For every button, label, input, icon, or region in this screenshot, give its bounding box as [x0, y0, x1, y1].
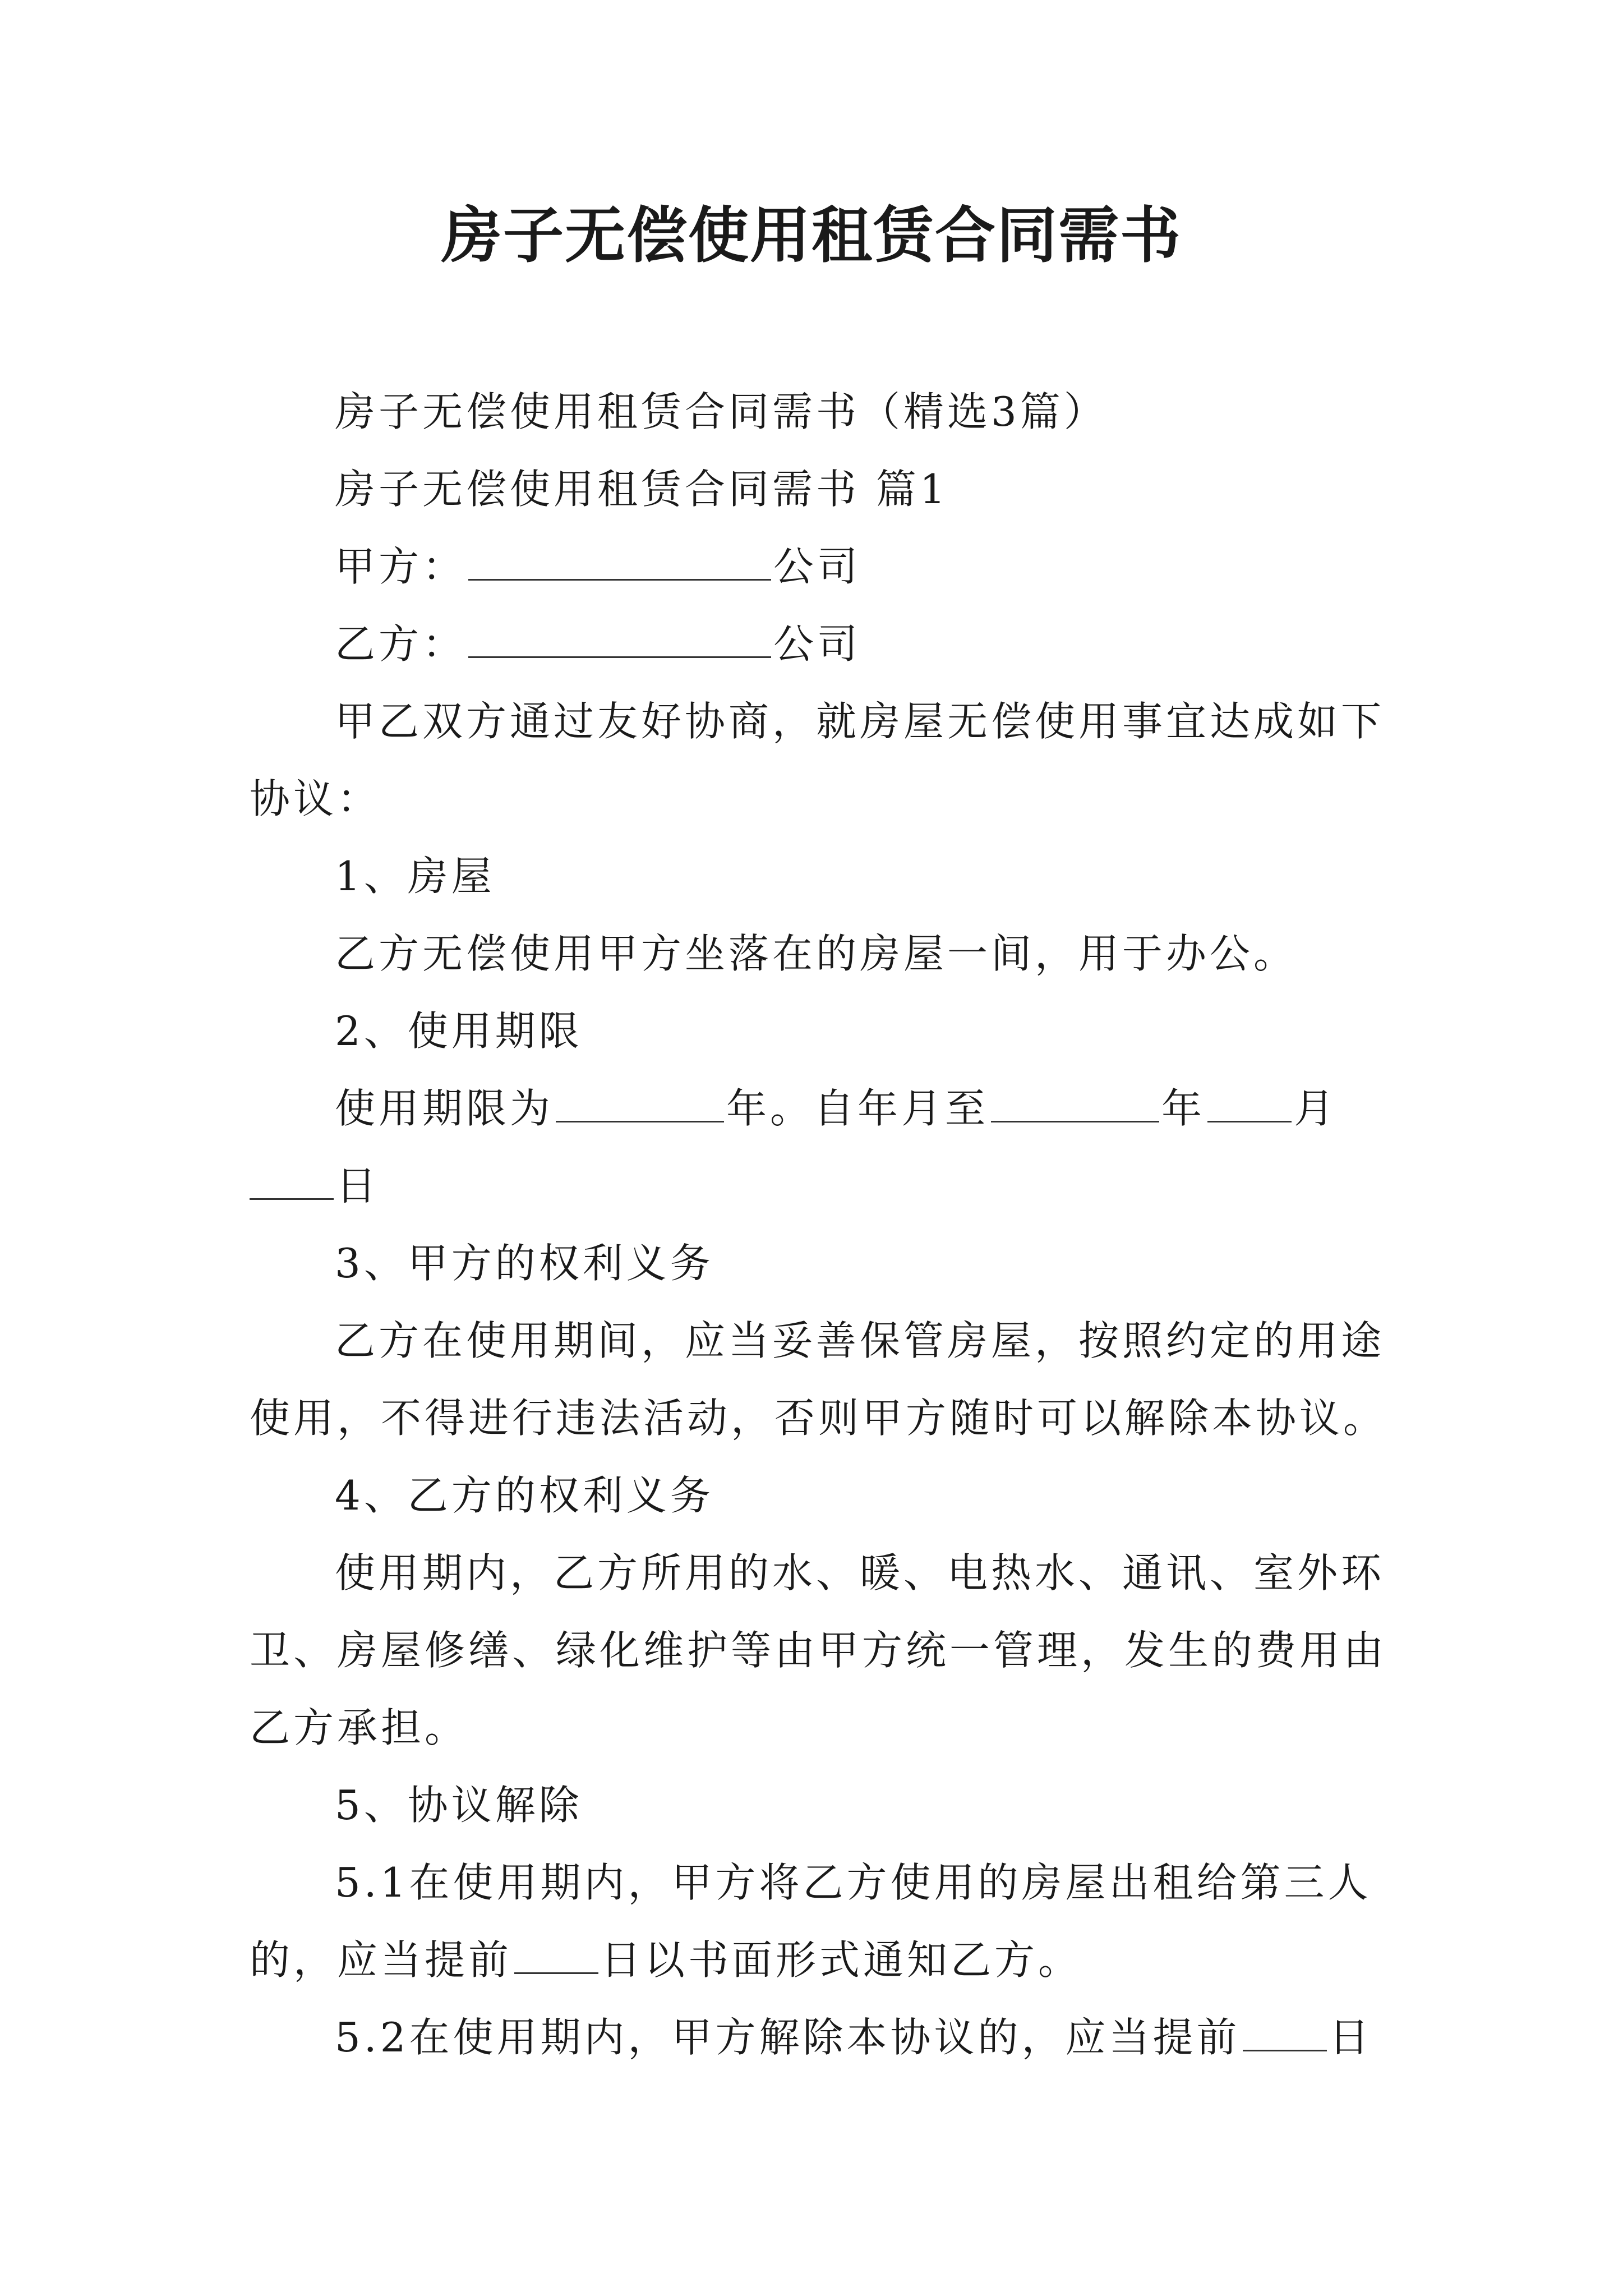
section-3-heading: 3、甲方的权利义务	[335, 1240, 714, 1287]
document-body	[250, 373, 1416, 2076]
party-b-suffix: 公司	[773, 620, 861, 668]
end-day-blank	[250, 1159, 334, 1200]
end-month-blank	[1207, 1082, 1292, 1122]
section-2-text	[250, 1070, 1416, 1147]
year-label: 年	[1161, 1085, 1206, 1132]
section-3-line-1: 乙方在使用期间，应当妥善保管房屋，按照约定的用途	[335, 1317, 1385, 1364]
intro-line-1: 甲乙双方通过友好协商，就房屋无偿使用事宜达成如下	[335, 698, 1385, 745]
section-3-line-2: 使用，不得进行违法活动，否则甲方随时可以解除本协议。	[250, 1395, 1387, 1442]
notice-days-blank	[514, 1933, 598, 1974]
end-year-blank	[991, 1082, 1159, 1122]
section-5-1-line-1: 5.1在使用期内，甲方将乙方使用的房屋出租给第三人	[335, 1859, 1372, 1906]
section-4-heading: 4、乙方的权利义务	[335, 1472, 714, 1519]
section-5-2-line-1	[250, 1999, 1416, 2076]
section-4-line-3: 乙方承担。	[250, 1704, 469, 1751]
day-label: 日	[336, 1162, 380, 1209]
party-b-blank	[468, 617, 771, 658]
term-from: 年。自年月至	[726, 1085, 989, 1132]
subtitle: 房子无偿使用租赁合同需书（精选3篇）	[335, 388, 1108, 435]
section-1-heading: 1、房屋	[335, 853, 495, 900]
notice-prefix: 的，应当提前	[250, 1936, 513, 1984]
party-a-label: 甲方：	[335, 543, 467, 590]
section-2-text-cont	[250, 1147, 1416, 1225]
notice-suffix: 日以书面形式通知乙方。	[601, 1936, 1082, 1984]
termination-suffix: 日	[1329, 2014, 1373, 2061]
term-years-blank	[556, 1082, 724, 1122]
party-a-blank	[468, 540, 771, 581]
section-5-1-line-2	[250, 1921, 1416, 1999]
party-a-suffix: 公司	[773, 543, 861, 590]
termination-prefix: 5.2在使用期内，甲方解除本协议的，应当提前	[335, 2014, 1241, 2061]
section-4-line-1: 使用期内，乙方所用的水、暖、电热水、通讯、室外环	[335, 1549, 1385, 1596]
intro-line-2: 协议：	[250, 775, 381, 822]
party-b-label: 乙方：	[335, 620, 467, 668]
month-label: 月	[1294, 1085, 1338, 1132]
party-b-line	[250, 605, 1416, 683]
document-title: 房子无偿使用租赁合同需书	[441, 200, 1182, 271]
party-a-line	[250, 528, 1416, 605]
section-1-text: 乙方无偿使用甲方坐落在的房屋一间，用于办公。	[335, 930, 1298, 977]
term-label: 使用期限为	[335, 1085, 554, 1132]
termination-days-blank	[1243, 2010, 1327, 2051]
section-4-line-2: 卫、房屋修缮、绿化维护等由甲方统一管理，发生的费用由	[250, 1627, 1387, 1674]
part-heading: 房子无偿使用租赁合同需书 篇1	[335, 466, 949, 513]
section-2-heading: 2、使用期限	[335, 1007, 583, 1055]
section-5-heading: 5、协议解除	[335, 1782, 583, 1829]
